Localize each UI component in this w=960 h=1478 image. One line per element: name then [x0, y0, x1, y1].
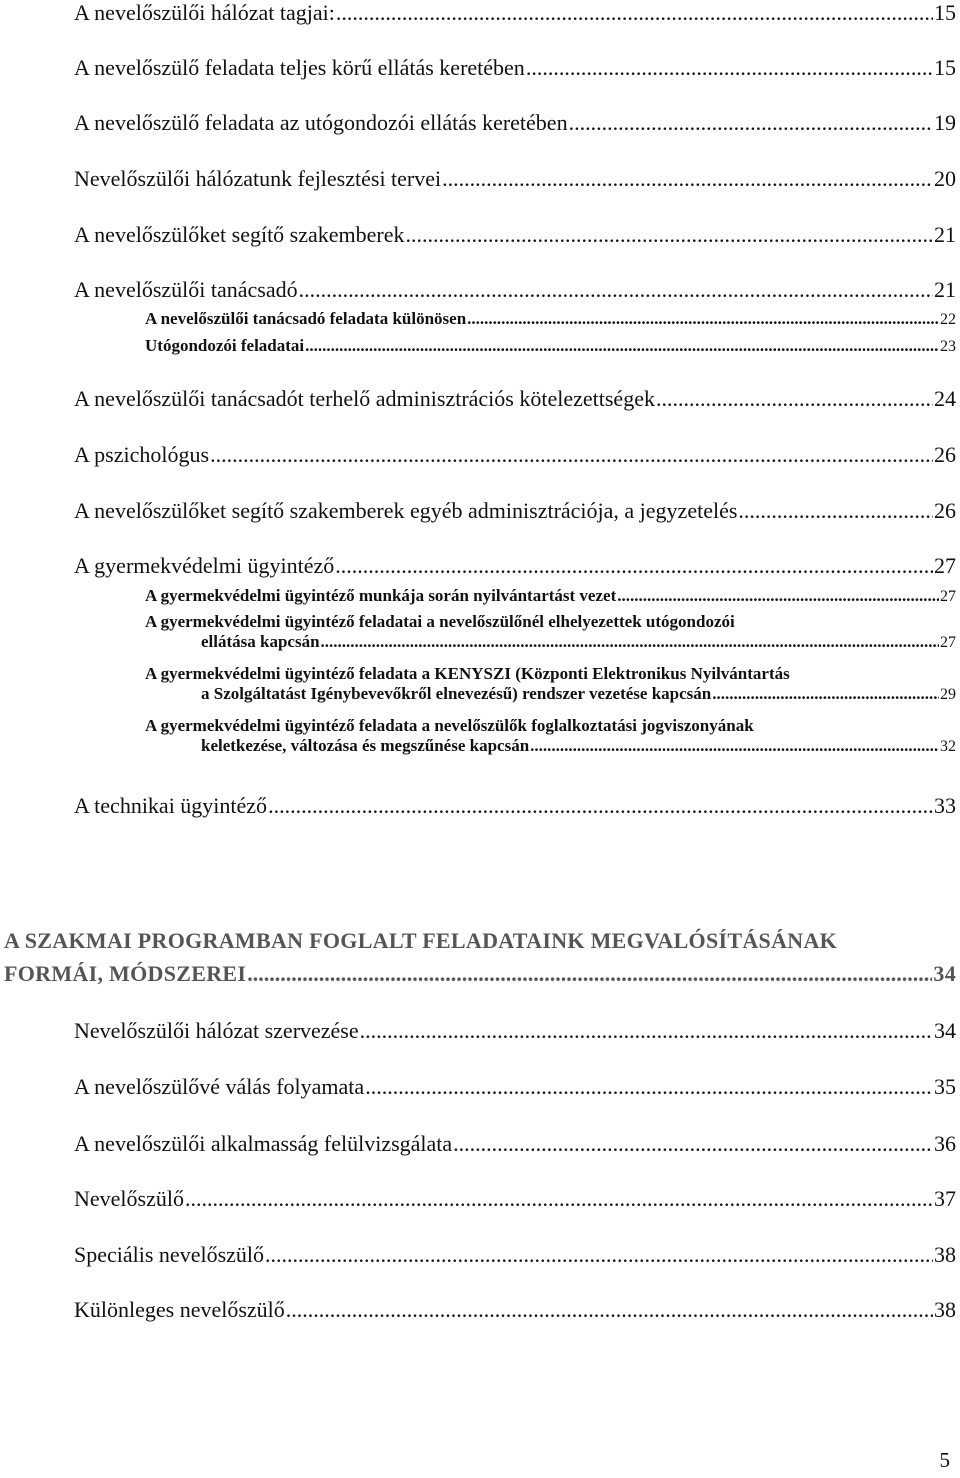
toc-page-number: 38 — [934, 1297, 956, 1322]
toc-entry-title: A gyermekvédelmi ügyintéző feladata a nevelőszülők foglalkoztatási jogviszonyának — [145, 716, 754, 735]
toc-entry-title: A nevelőszülő feladata az utógondozói ellátás keretében — [74, 110, 568, 135]
toc-leader-dots — [321, 632, 939, 652]
toc-page-number: 27 — [940, 634, 956, 651]
toc-leader-dots — [526, 55, 933, 81]
toc-leader-dots — [305, 336, 939, 356]
toc-entry-title: Speciális nevelőszülő — [74, 1242, 265, 1267]
toc-entry-title: A pszichológus — [74, 442, 210, 467]
toc-entry[interactable] — [74, 1186, 956, 1212]
toc-entry-title: A gyermekvédelmi ügyintéző munkája során nyilvántartást vezet — [145, 586, 617, 605]
toc-leader-dots — [738, 498, 933, 524]
toc-leader-dots — [265, 1242, 933, 1268]
toc-leader-dots — [712, 684, 939, 704]
toc-leader-dots — [185, 1186, 933, 1212]
toc-entry-title-cont: FORMÁI, MÓDSZEREI — [4, 961, 247, 986]
toc-leader-dots — [656, 386, 933, 412]
toc-leader-dots — [286, 1297, 933, 1323]
toc-leader-dots — [268, 793, 933, 819]
toc-entry[interactable] — [74, 386, 956, 412]
toc-page-number: 15 — [934, 55, 956, 80]
toc-entry-title: Nevelőszülő — [74, 1186, 184, 1211]
toc-entry[interactable] — [74, 1242, 956, 1268]
toc-entry[interactable] — [74, 1018, 956, 1044]
toc-entry[interactable] — [74, 55, 956, 81]
toc-entry-title: Nevelőszülői hálózatunk fejlesztési tervei — [74, 166, 442, 191]
toc-page-number: 20 — [934, 166, 956, 191]
toc-entry-continuation — [201, 736, 956, 756]
toc-leader-dots — [210, 442, 933, 468]
toc-entry-title: Nevelőszülői hálózat szervezése — [74, 1018, 359, 1043]
toc-leader-dots — [467, 309, 939, 329]
toc-entry[interactable] — [74, 442, 956, 468]
toc-entry-title: A nevelőszülői tanácsadó feladata különösen — [145, 309, 467, 328]
toc-leader-dots — [442, 166, 933, 192]
toc-leader-dots — [360, 1018, 933, 1044]
toc-entry[interactable] — [74, 793, 956, 819]
toc-subentry-wrapped[interactable] — [145, 716, 956, 756]
toc-page-number: 34 — [934, 1018, 956, 1043]
toc-entry-title: A nevelőszülőket segítő szakemberek egyéb adminisztrációja, a jegyzetelés — [74, 498, 738, 523]
toc-leader-dots — [617, 586, 939, 606]
toc-entry-title: A nevelőszülői tanácsadó — [74, 277, 298, 302]
toc-chapter-heading[interactable]: A SZAKMAI PROGRAMBAN FOGLALT FELADATAINK MEGVALÓSÍTÁSÁNAK — [4, 928, 838, 953]
toc-subentry-wrapped[interactable] — [145, 664, 956, 704]
toc-subentry[interactable] — [145, 586, 956, 606]
toc-entry-continuation — [201, 632, 956, 652]
toc-entry-title: A technikai ügyintéző — [74, 793, 268, 818]
toc-page-number: 26 — [934, 442, 956, 467]
toc-leader-dots — [335, 553, 933, 579]
toc-chapter-heading-continuation[interactable] — [4, 961, 956, 987]
toc-entry-title-cont: ellátása kapcsán — [201, 632, 320, 651]
toc-entry-title: Különleges nevelőszülő — [74, 1297, 285, 1322]
toc-page-number: 37 — [934, 1186, 956, 1211]
toc-entry-title-cont: keletkezése, változása és megszűnése kapcsán — [201, 736, 530, 755]
toc-page-number: 35 — [934, 1074, 956, 1099]
toc-page-number: 33 — [934, 793, 956, 818]
toc-entry-title: A nevelőszülőket segítő szakemberek — [74, 222, 405, 247]
toc-entry-continuation — [201, 684, 956, 704]
toc-subentry[interactable] — [145, 336, 956, 356]
toc-subentry-wrapped[interactable] — [145, 612, 956, 652]
toc-entry-title: A nevelőszülői hálózat tagjai: — [74, 0, 335, 25]
toc-entry-title: A nevelőszülővé válás folyamata — [74, 1074, 365, 1099]
toc-leader-dots — [406, 222, 933, 248]
toc-page-number: 29 — [940, 686, 956, 703]
toc-page-number: 26 — [934, 498, 956, 523]
toc-entry[interactable] — [74, 1074, 956, 1100]
toc-leader-dots — [299, 277, 933, 303]
toc-page-number: 27 — [940, 588, 956, 605]
toc-entry-title: A nevelőszülő feladata teljes körű ellátás keretében — [74, 55, 525, 80]
toc-leader-dots — [569, 110, 933, 136]
toc-entry[interactable] — [74, 110, 956, 136]
toc-entry[interactable] — [74, 277, 956, 303]
toc-entry-title: A nevelőszülői alkalmasság felülvizsgálata — [74, 1131, 453, 1156]
toc-entry[interactable] — [74, 553, 956, 579]
toc-entry-title: A gyermekvédelmi ügyintéző feladatai a nevelőszülőnél elhelyezettek utógondozói — [145, 612, 735, 631]
toc-entry-title: A nevelőszülői tanácsadót terhelő adminisztrációs kötelezettségek — [74, 386, 655, 411]
toc-page-number: 15 — [934, 0, 956, 25]
toc-entry-title: A gyermekvédelmi ügyintéző — [74, 553, 335, 578]
toc-leader-dots — [336, 0, 933, 26]
toc-leader-dots — [247, 961, 932, 987]
toc-leader-dots — [453, 1131, 933, 1157]
toc-entry[interactable] — [74, 222, 956, 248]
toc-entry[interactable] — [74, 166, 956, 192]
page-number: 5 — [939, 1448, 950, 1472]
toc-page-number: 36 — [934, 1131, 956, 1156]
toc-page-number: 22 — [940, 311, 956, 328]
toc-leader-dots — [530, 736, 939, 756]
toc-page-number: 38 — [934, 1242, 956, 1267]
toc-page-number: 32 — [940, 738, 956, 755]
toc-entry-title: A gyermekvédelmi ügyintéző feladata a KENYSZI (Központi Elektronikus Nyilvántartás — [145, 664, 790, 683]
toc-entry-title-cont: a Szolgáltatást Igénybevevőkről elnevezésű) rendszer vezetése kapcsán — [201, 684, 712, 703]
toc-page-number: 19 — [934, 110, 956, 135]
toc-entry[interactable] — [74, 498, 956, 524]
toc-page-number: 27 — [934, 553, 956, 578]
toc-leader-dots — [365, 1074, 933, 1100]
toc-page-number: 24 — [934, 386, 956, 411]
toc-page-number: 21 — [934, 277, 956, 302]
toc-entry[interactable] — [74, 1131, 956, 1157]
toc-entry[interactable] — [74, 0, 956, 26]
toc-subentry[interactable] — [145, 309, 956, 329]
toc-entry[interactable] — [74, 1297, 956, 1323]
toc-page-number: 23 — [940, 338, 956, 355]
toc-page-number: 21 — [934, 222, 956, 247]
toc-entry-title: Utógondozói feladatai — [145, 336, 305, 355]
toc-page-number: 34 — [933, 961, 956, 986]
